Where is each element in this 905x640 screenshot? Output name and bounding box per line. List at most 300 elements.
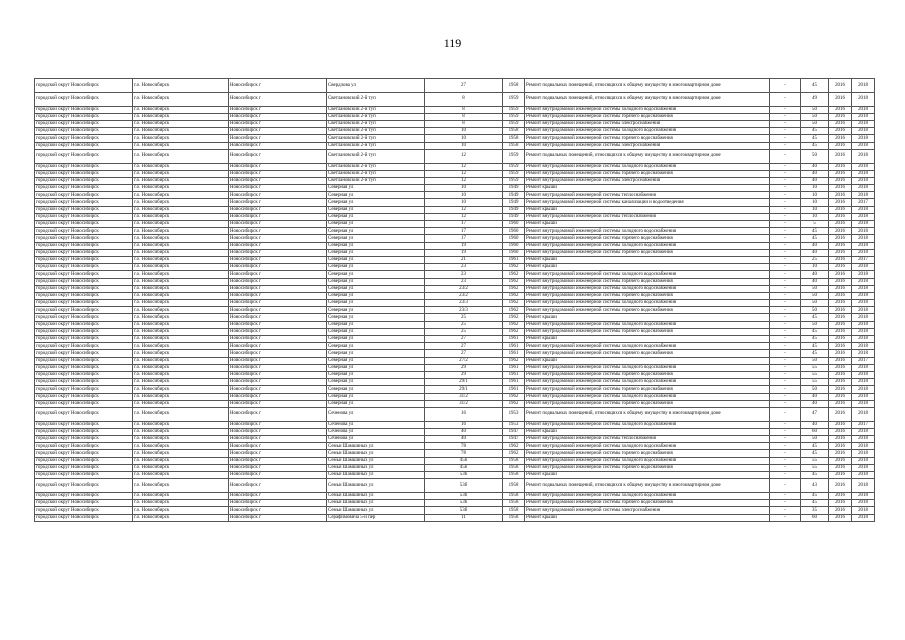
locality-cell: Новосибирск г bbox=[229, 321, 327, 328]
municipal-district-cell: городской округ Новосибирск bbox=[35, 285, 133, 292]
locality-cell: Новосибирск г bbox=[229, 407, 327, 421]
year-built-cell: 1962 bbox=[503, 321, 525, 328]
municipal-district-cell: городской округ Новосибирск bbox=[35, 421, 133, 428]
table-row bbox=[35, 213, 875, 220]
work-type-cell: Ремонт внутридомовой инженерной системы канализации и водоотведения bbox=[525, 199, 770, 206]
dash-cell: - bbox=[770, 235, 801, 242]
start-year-cell: 2016 bbox=[829, 292, 852, 299]
settlement-cell: г.о. Новосибирск bbox=[133, 450, 229, 457]
end-year-cell: 2018 bbox=[852, 386, 875, 393]
work-type-cell: Ремонт внутридомовой инженерной системы холодного водоснабжения bbox=[525, 457, 770, 464]
locality-cell: Новосибирск г bbox=[229, 371, 327, 378]
end-year-cell: 2018 bbox=[852, 371, 875, 378]
end-year-cell: 2018 bbox=[852, 500, 875, 507]
street-cell: Северная ул bbox=[327, 235, 425, 242]
dash-cell: - bbox=[770, 285, 801, 292]
end-year-cell: 2017 bbox=[852, 357, 875, 364]
wear-percent-cell: 45 bbox=[801, 142, 829, 149]
work-type-cell: Ремонт внутридомовой инженерной системы холодного водоснабжения bbox=[525, 364, 770, 371]
dash-cell: - bbox=[770, 113, 801, 120]
street-cell: Светлановский 2-й туп bbox=[327, 106, 425, 113]
house-number-cell: 17 bbox=[425, 221, 503, 228]
year-built-cell: 1958 bbox=[503, 457, 525, 464]
municipal-district-cell: городской округ Новосибирск bbox=[35, 135, 133, 142]
work-type-cell: Ремонт внутридомовой инженерной системы теплоснабжения bbox=[525, 192, 770, 199]
dash-cell: - bbox=[770, 199, 801, 206]
end-year-cell: 2018 bbox=[852, 407, 875, 421]
municipal-district-cell: городской округ Новосибирск bbox=[35, 128, 133, 135]
settlement-cell: г.о. Новосибирск bbox=[133, 400, 229, 407]
wear-percent-cell: 40 bbox=[801, 271, 829, 278]
locality-cell: Новосибирск г bbox=[229, 79, 327, 93]
settlement-cell: г.о. Новосибирск bbox=[133, 242, 229, 249]
work-type-cell: Ремонт внутридомовой инженерной системы теплоснабжения bbox=[525, 436, 770, 443]
locality-cell: Новосибирск г bbox=[229, 343, 327, 350]
house-number-cell: 31/2 bbox=[425, 400, 503, 407]
wear-percent-cell: 10 bbox=[801, 206, 829, 213]
table-row bbox=[35, 192, 875, 199]
wear-percent-cell: 50 bbox=[801, 307, 829, 314]
wear-percent-cell: 55 bbox=[801, 379, 829, 386]
wear-percent-cell: 55 bbox=[801, 464, 829, 471]
house-number-cell: 53б bbox=[425, 507, 503, 514]
settlement-cell: г.о. Новосибирск bbox=[133, 500, 229, 507]
wear-percent-cell: 43 bbox=[801, 479, 829, 493]
house-number-cell: 53б bbox=[425, 472, 503, 479]
house-number-cell: 23/3 bbox=[425, 300, 503, 307]
wear-percent-cell: 50 bbox=[801, 357, 829, 364]
dash-cell: - bbox=[770, 249, 801, 256]
end-year-cell: 2018 bbox=[852, 436, 875, 443]
work-type-cell: Ремонт внутридомовой инженерной системы горячего водоснабжения bbox=[525, 113, 770, 120]
dash-cell: - bbox=[770, 492, 801, 499]
street-cell: Северная ул bbox=[327, 364, 425, 371]
work-type-cell: Ремонт внутридомовой инженерной системы электроснабжения bbox=[525, 507, 770, 514]
work-type-cell: Ремонт внутридомовой инженерной системы холодного водоснабжения bbox=[525, 300, 770, 307]
dash-cell: - bbox=[770, 177, 801, 184]
start-year-cell: 2016 bbox=[829, 256, 852, 263]
start-year-cell: 2016 bbox=[829, 271, 852, 278]
dash-cell: - bbox=[770, 350, 801, 357]
house-number-cell: 27 bbox=[425, 350, 503, 357]
house-number-cell: 10 bbox=[425, 128, 503, 135]
locality-cell: Новосибирск г bbox=[229, 428, 327, 435]
table-row bbox=[35, 221, 875, 228]
wear-percent-cell: 10 bbox=[801, 213, 829, 220]
municipal-district-cell: городской округ Новосибирск bbox=[35, 106, 133, 113]
street-cell: Сеченова ул bbox=[327, 428, 425, 435]
dash-cell: - bbox=[770, 307, 801, 314]
municipal-district-cell: городской округ Новосибирск bbox=[35, 256, 133, 263]
dash-cell: - bbox=[770, 300, 801, 307]
work-type-cell: Ремонт внутридомовой инженерной системы горячего водоснабжения bbox=[525, 328, 770, 335]
table-row bbox=[35, 364, 875, 371]
dash-cell: - bbox=[770, 292, 801, 299]
year-built-cell: 1949 bbox=[503, 213, 525, 220]
street-cell: Северная ул bbox=[327, 307, 425, 314]
start-year-cell: 2016 bbox=[829, 242, 852, 249]
start-year-cell: 2016 bbox=[829, 321, 852, 328]
locality-cell: Новосибирск г bbox=[229, 242, 327, 249]
locality-cell: Новосибирск г bbox=[229, 106, 327, 113]
dash-cell: - bbox=[770, 336, 801, 343]
repair-schedule-table bbox=[34, 78, 875, 522]
street-cell: Северная ул bbox=[327, 300, 425, 307]
settlement-cell: г.о. Новосибирск bbox=[133, 464, 229, 471]
dash-cell: - bbox=[770, 142, 801, 149]
house-number-cell: 10 bbox=[425, 192, 503, 199]
start-year-cell: 2016 bbox=[829, 343, 852, 350]
municipal-district-cell: городской округ Новосибирск bbox=[35, 249, 133, 256]
settlement-cell: г.о. Новосибирск bbox=[133, 185, 229, 192]
start-year-cell: 2016 bbox=[829, 192, 852, 199]
work-type-cell: Ремонт внутридомовой инженерной системы горячего водоснабжения bbox=[525, 386, 770, 393]
municipal-district-cell: городской округ Новосибирск bbox=[35, 400, 133, 407]
end-year-cell: 2018 bbox=[852, 264, 875, 271]
start-year-cell: 2016 bbox=[829, 364, 852, 371]
municipal-district-cell: городской округ Новосибирск bbox=[35, 457, 133, 464]
dash-cell: - bbox=[770, 128, 801, 135]
municipal-district-cell: городской округ Новосибирск bbox=[35, 177, 133, 184]
street-cell: Светлановский 2-й туп bbox=[327, 163, 425, 170]
settlement-cell: г.о. Новосибирск bbox=[133, 256, 229, 263]
street-cell: Северная ул bbox=[327, 192, 425, 199]
work-type-cell: Ремонт внутридомовой инженерной системы электроснабжения bbox=[525, 142, 770, 149]
work-type-cell: Ремонт крыши bbox=[525, 357, 770, 364]
table-row bbox=[35, 113, 875, 120]
table-row bbox=[35, 393, 875, 400]
street-cell: Сеченова ул bbox=[327, 421, 425, 428]
locality-cell: Новосибирск г bbox=[229, 128, 327, 135]
end-year-cell: 2018 bbox=[852, 228, 875, 235]
street-cell: Светлановский 2-й туп bbox=[327, 92, 425, 106]
street-cell: Северная ул bbox=[327, 185, 425, 192]
work-type-cell: Ремонт подвальных помещений, относящихся к общему имуществу в многоквартирном доме bbox=[525, 92, 770, 106]
wear-percent-cell: 40 bbox=[801, 170, 829, 177]
street-cell: Северная ул bbox=[327, 393, 425, 400]
end-year-cell: 2018 bbox=[852, 400, 875, 407]
year-built-cell: 1959 bbox=[503, 106, 525, 113]
year-built-cell: 1961 bbox=[503, 350, 525, 357]
year-built-cell: 1958 bbox=[503, 472, 525, 479]
start-year-cell: 2016 bbox=[829, 285, 852, 292]
settlement-cell: г.о. Новосибирск bbox=[133, 386, 229, 393]
work-type-cell: Ремонт внутридомовой инженерной системы горячего водоснабжения bbox=[525, 278, 770, 285]
end-year-cell: 2018 bbox=[852, 106, 875, 113]
work-type-cell: Ремонт внутридомовой инженерной системы горячего водоснабжения bbox=[525, 135, 770, 142]
wear-percent-cell: 45 bbox=[801, 135, 829, 142]
start-year-cell: 2016 bbox=[829, 500, 852, 507]
table-row bbox=[35, 371, 875, 378]
wear-percent-cell: 50 bbox=[801, 113, 829, 120]
house-number-cell: 45б bbox=[425, 457, 503, 464]
street-cell: Северная ул bbox=[327, 206, 425, 213]
house-number-cell: 19 bbox=[425, 249, 503, 256]
end-year-cell: 2018 bbox=[852, 113, 875, 120]
year-built-cell: 1961 bbox=[503, 343, 525, 350]
locality-cell: Новосибирск г bbox=[229, 142, 327, 149]
locality-cell: Новосибирск г bbox=[229, 221, 327, 228]
locality-cell: Новосибирск г bbox=[229, 300, 327, 307]
settlement-cell: г.о. Новосибирск bbox=[133, 472, 229, 479]
settlement-cell: г.о. Новосибирск bbox=[133, 120, 229, 127]
street-cell: Светлановский 2-й туп bbox=[327, 170, 425, 177]
locality-cell: Новосибирск г bbox=[229, 249, 327, 256]
table-row bbox=[35, 407, 875, 421]
year-built-cell: 1959 bbox=[503, 149, 525, 163]
year-built-cell: 1959 bbox=[503, 92, 525, 106]
house-number-cell: 29/1 bbox=[425, 379, 503, 386]
dash-cell: - bbox=[770, 221, 801, 228]
work-type-cell: Ремонт крыши bbox=[525, 514, 770, 521]
wear-percent-cell: 40 bbox=[801, 393, 829, 400]
table-row bbox=[35, 379, 875, 386]
end-year-cell: 2018 bbox=[852, 221, 875, 228]
end-year-cell: 2018 bbox=[852, 149, 875, 163]
start-year-cell: 2016 bbox=[829, 135, 852, 142]
year-built-cell: 1958 bbox=[503, 464, 525, 471]
wear-percent-cell: 40 bbox=[801, 400, 829, 407]
house-number-cell: 10 bbox=[425, 142, 503, 149]
table-row bbox=[35, 492, 875, 499]
dash-cell: - bbox=[770, 185, 801, 192]
municipal-district-cell: городской округ Новосибирск bbox=[35, 343, 133, 350]
dash-cell: - bbox=[770, 321, 801, 328]
wear-percent-cell: 50 bbox=[801, 386, 829, 393]
end-year-cell: 2018 bbox=[852, 364, 875, 371]
start-year-cell: 2016 bbox=[829, 300, 852, 307]
settlement-cell: г.о. Новосибирск bbox=[133, 328, 229, 335]
work-type-cell: Ремонт внутридомовой инженерной системы холодного водоснабжения bbox=[525, 492, 770, 499]
settlement-cell: г.о. Новосибирск bbox=[133, 170, 229, 177]
dash-cell: - bbox=[770, 264, 801, 271]
municipal-district-cell: городской округ Новосибирск bbox=[35, 221, 133, 228]
end-year-cell: 2018 bbox=[852, 170, 875, 177]
dash-cell: - bbox=[770, 206, 801, 213]
year-built-cell: 1962 bbox=[503, 278, 525, 285]
house-number-cell: 27 bbox=[425, 336, 503, 343]
end-year-cell: 2018 bbox=[852, 249, 875, 256]
street-cell: Семьи Шамшиных ул bbox=[327, 500, 425, 507]
work-type-cell: Ремонт внутридомовой инженерной системы электроснабжения bbox=[525, 177, 770, 184]
street-cell: Северная ул bbox=[327, 328, 425, 335]
wear-percent-cell: 10 bbox=[801, 192, 829, 199]
settlement-cell: г.о. Новосибирск bbox=[133, 278, 229, 285]
settlement-cell: г.о. Новосибирск bbox=[133, 457, 229, 464]
street-cell: Северная ул bbox=[327, 228, 425, 235]
wear-percent-cell: 40 bbox=[801, 242, 829, 249]
street-cell: Северная ул bbox=[327, 400, 425, 407]
work-type-cell: Ремонт внутридомовой инженерной системы горячего водоснабжения bbox=[525, 350, 770, 357]
settlement-cell: г.о. Новосибирск bbox=[133, 221, 229, 228]
municipal-district-cell: городской округ Новосибирск bbox=[35, 514, 133, 521]
year-built-cell: 1962 bbox=[503, 285, 525, 292]
table-row bbox=[35, 149, 875, 163]
year-built-cell: 1958 bbox=[503, 479, 525, 493]
table-row bbox=[35, 106, 875, 113]
end-year-cell: 2018 bbox=[852, 457, 875, 464]
start-year-cell: 2016 bbox=[829, 328, 852, 335]
table-row bbox=[35, 292, 875, 299]
house-number-cell: 23/2 bbox=[425, 285, 503, 292]
house-number-cell: 8 bbox=[425, 106, 503, 113]
locality-cell: Новосибирск г bbox=[229, 192, 327, 199]
wear-percent-cell: 40 bbox=[801, 163, 829, 170]
dash-cell: - bbox=[770, 379, 801, 386]
house-number-cell: 23 bbox=[425, 278, 503, 285]
start-year-cell: 2016 bbox=[829, 149, 852, 163]
end-year-cell: 2018 bbox=[852, 235, 875, 242]
dash-cell: - bbox=[770, 192, 801, 199]
table-row bbox=[35, 472, 875, 479]
wear-percent-cell: 50 bbox=[801, 321, 829, 328]
municipal-district-cell: городской округ Новосибирск bbox=[35, 314, 133, 321]
settlement-cell: г.о. Новосибирск bbox=[133, 235, 229, 242]
settlement-cell: г.о. Новосибирск bbox=[133, 336, 229, 343]
dash-cell: - bbox=[770, 278, 801, 285]
start-year-cell: 2016 bbox=[829, 128, 852, 135]
municipal-district-cell: городской округ Новосибирск bbox=[35, 379, 133, 386]
wear-percent-cell: 45 bbox=[801, 128, 829, 135]
table-row bbox=[35, 256, 875, 263]
street-cell: Семьи Шамшиных ул bbox=[327, 472, 425, 479]
dash-cell: - bbox=[770, 507, 801, 514]
dash-cell: - bbox=[770, 450, 801, 457]
work-type-cell: Ремонт крыши bbox=[525, 428, 770, 435]
settlement-cell: г.о. Новосибирск bbox=[133, 307, 229, 314]
start-year-cell: 2016 bbox=[829, 472, 852, 479]
table-row bbox=[35, 436, 875, 443]
year-built-cell: 1947 bbox=[503, 436, 525, 443]
end-year-cell: 2018 bbox=[852, 350, 875, 357]
table-row bbox=[35, 464, 875, 471]
table-row bbox=[35, 120, 875, 127]
street-cell: Семьи Шамшиных ул bbox=[327, 507, 425, 514]
street-cell: Светлановский 2-й туп bbox=[327, 177, 425, 184]
year-built-cell: 1958 bbox=[503, 128, 525, 135]
locality-cell: Новосибирск г bbox=[229, 256, 327, 263]
year-built-cell: 1962 bbox=[503, 307, 525, 314]
table-row bbox=[35, 228, 875, 235]
settlement-cell: г.о. Новосибирск bbox=[133, 92, 229, 106]
work-type-cell: Ремонт внутридомовой инженерной системы холодного водоснабжения bbox=[525, 443, 770, 450]
street-cell: Светлановский 2-й туп bbox=[327, 135, 425, 142]
municipal-district-cell: городской округ Новосибирск bbox=[35, 292, 133, 299]
work-type-cell: Ремонт внутридомовой инженерной системы холодного водоснабжения bbox=[525, 163, 770, 170]
street-cell: Семьи Шамшиных ул bbox=[327, 457, 425, 464]
table-row bbox=[35, 457, 875, 464]
page-number: 119 bbox=[443, 36, 462, 50]
year-built-cell: 1958 bbox=[503, 492, 525, 499]
municipal-district-cell: городской округ Новосибирск bbox=[35, 271, 133, 278]
street-cell: Северная ул bbox=[327, 379, 425, 386]
settlement-cell: г.о. Новосибирск bbox=[133, 113, 229, 120]
dash-cell: - bbox=[770, 436, 801, 443]
settlement-cell: г.о. Новосибирск bbox=[133, 249, 229, 256]
end-year-cell: 2018 bbox=[852, 192, 875, 199]
start-year-cell: 2016 bbox=[829, 379, 852, 386]
start-year-cell: 2016 bbox=[829, 314, 852, 321]
street-cell: Светлановский 2-й туп bbox=[327, 120, 425, 127]
street-cell: Семьи Шамшиных ул bbox=[327, 450, 425, 457]
end-year-cell: 2017 bbox=[852, 256, 875, 263]
table-row bbox=[35, 135, 875, 142]
house-number-cell: 45б bbox=[425, 464, 503, 471]
table-row bbox=[35, 421, 875, 428]
work-type-cell: Ремонт внутридомовой инженерной системы горячего водоснабжения bbox=[525, 371, 770, 378]
table-row bbox=[35, 170, 875, 177]
settlement-cell: г.о. Новосибирск bbox=[133, 199, 229, 206]
year-built-cell: 1962 bbox=[503, 300, 525, 307]
municipal-district-cell: городской округ Новосибирск bbox=[35, 300, 133, 307]
wear-percent-cell: 45 bbox=[801, 228, 829, 235]
dash-cell: - bbox=[770, 314, 801, 321]
house-number-cell: 53б bbox=[425, 479, 503, 493]
settlement-cell: г.о. Новосибирск bbox=[133, 371, 229, 378]
end-year-cell: 2018 bbox=[852, 128, 875, 135]
work-type-cell: Ремонт внутридомовой инженерной системы горячего водоснабжения bbox=[525, 235, 770, 242]
street-cell: Светлановский 2-й туп bbox=[327, 149, 425, 163]
end-year-cell: 2017 bbox=[852, 421, 875, 428]
house-number-cell: 40 bbox=[425, 428, 503, 435]
table-row bbox=[35, 242, 875, 249]
settlement-cell: г.о. Новосибирск bbox=[133, 213, 229, 220]
end-year-cell: 2018 bbox=[852, 472, 875, 479]
end-year-cell: 2018 bbox=[852, 185, 875, 192]
wear-percent-cell: 45 bbox=[801, 443, 829, 450]
wear-percent-cell: 55 bbox=[801, 364, 829, 371]
work-type-cell: Ремонт внутридомовой инженерной системы горячего водоснабжения bbox=[525, 170, 770, 177]
wear-percent-cell: 55 bbox=[801, 457, 829, 464]
wear-percent-cell: 25 bbox=[801, 256, 829, 263]
house-number-cell: 23 bbox=[425, 271, 503, 278]
municipal-district-cell: городской округ Новосибирск bbox=[35, 407, 133, 421]
dash-cell: - bbox=[770, 120, 801, 127]
locality-cell: Новосибирск г bbox=[229, 386, 327, 393]
year-built-cell: 1959 bbox=[503, 163, 525, 170]
end-year-cell: 2018 bbox=[852, 428, 875, 435]
year-built-cell: 1962 bbox=[503, 357, 525, 364]
dash-cell: - bbox=[770, 149, 801, 163]
municipal-district-cell: городской округ Новосибирск bbox=[35, 371, 133, 378]
locality-cell: Новосибирск г bbox=[229, 507, 327, 514]
wear-percent-cell: 40 bbox=[801, 177, 829, 184]
house-number-cell: 12 bbox=[425, 170, 503, 177]
settlement-cell: г.о. Новосибирск bbox=[133, 135, 229, 142]
house-number-cell: 16 bbox=[425, 407, 503, 421]
wear-percent-cell: 45 bbox=[801, 472, 829, 479]
locality-cell: Новосибирск г bbox=[229, 177, 327, 184]
year-built-cell: 1949 bbox=[503, 192, 525, 199]
municipal-district-cell: городской округ Новосибирск bbox=[35, 213, 133, 220]
house-number-cell: 53б bbox=[425, 500, 503, 507]
dash-cell: - bbox=[770, 479, 801, 493]
dash-cell: - bbox=[770, 371, 801, 378]
year-built-cell: 1949 bbox=[503, 206, 525, 213]
settlement-cell: г.о. Новосибирск bbox=[133, 393, 229, 400]
municipal-district-cell: городской округ Новосибирск bbox=[35, 192, 133, 199]
street-cell: Северная ул bbox=[327, 213, 425, 220]
wear-percent-cell: 45 bbox=[801, 500, 829, 507]
locality-cell: Новосибирск г bbox=[229, 472, 327, 479]
start-year-cell: 2016 bbox=[829, 464, 852, 471]
work-type-cell: Ремонт подвальных помещений, относящихся к общему имуществу в многоквартирном доме bbox=[525, 407, 770, 421]
end-year-cell: 2018 bbox=[852, 92, 875, 106]
settlement-cell: г.о. Новосибирск bbox=[133, 228, 229, 235]
municipal-district-cell: городской округ Новосибирск bbox=[35, 507, 133, 514]
start-year-cell: 2016 bbox=[829, 407, 852, 421]
municipal-district-cell: городской округ Новосибирск bbox=[35, 428, 133, 435]
